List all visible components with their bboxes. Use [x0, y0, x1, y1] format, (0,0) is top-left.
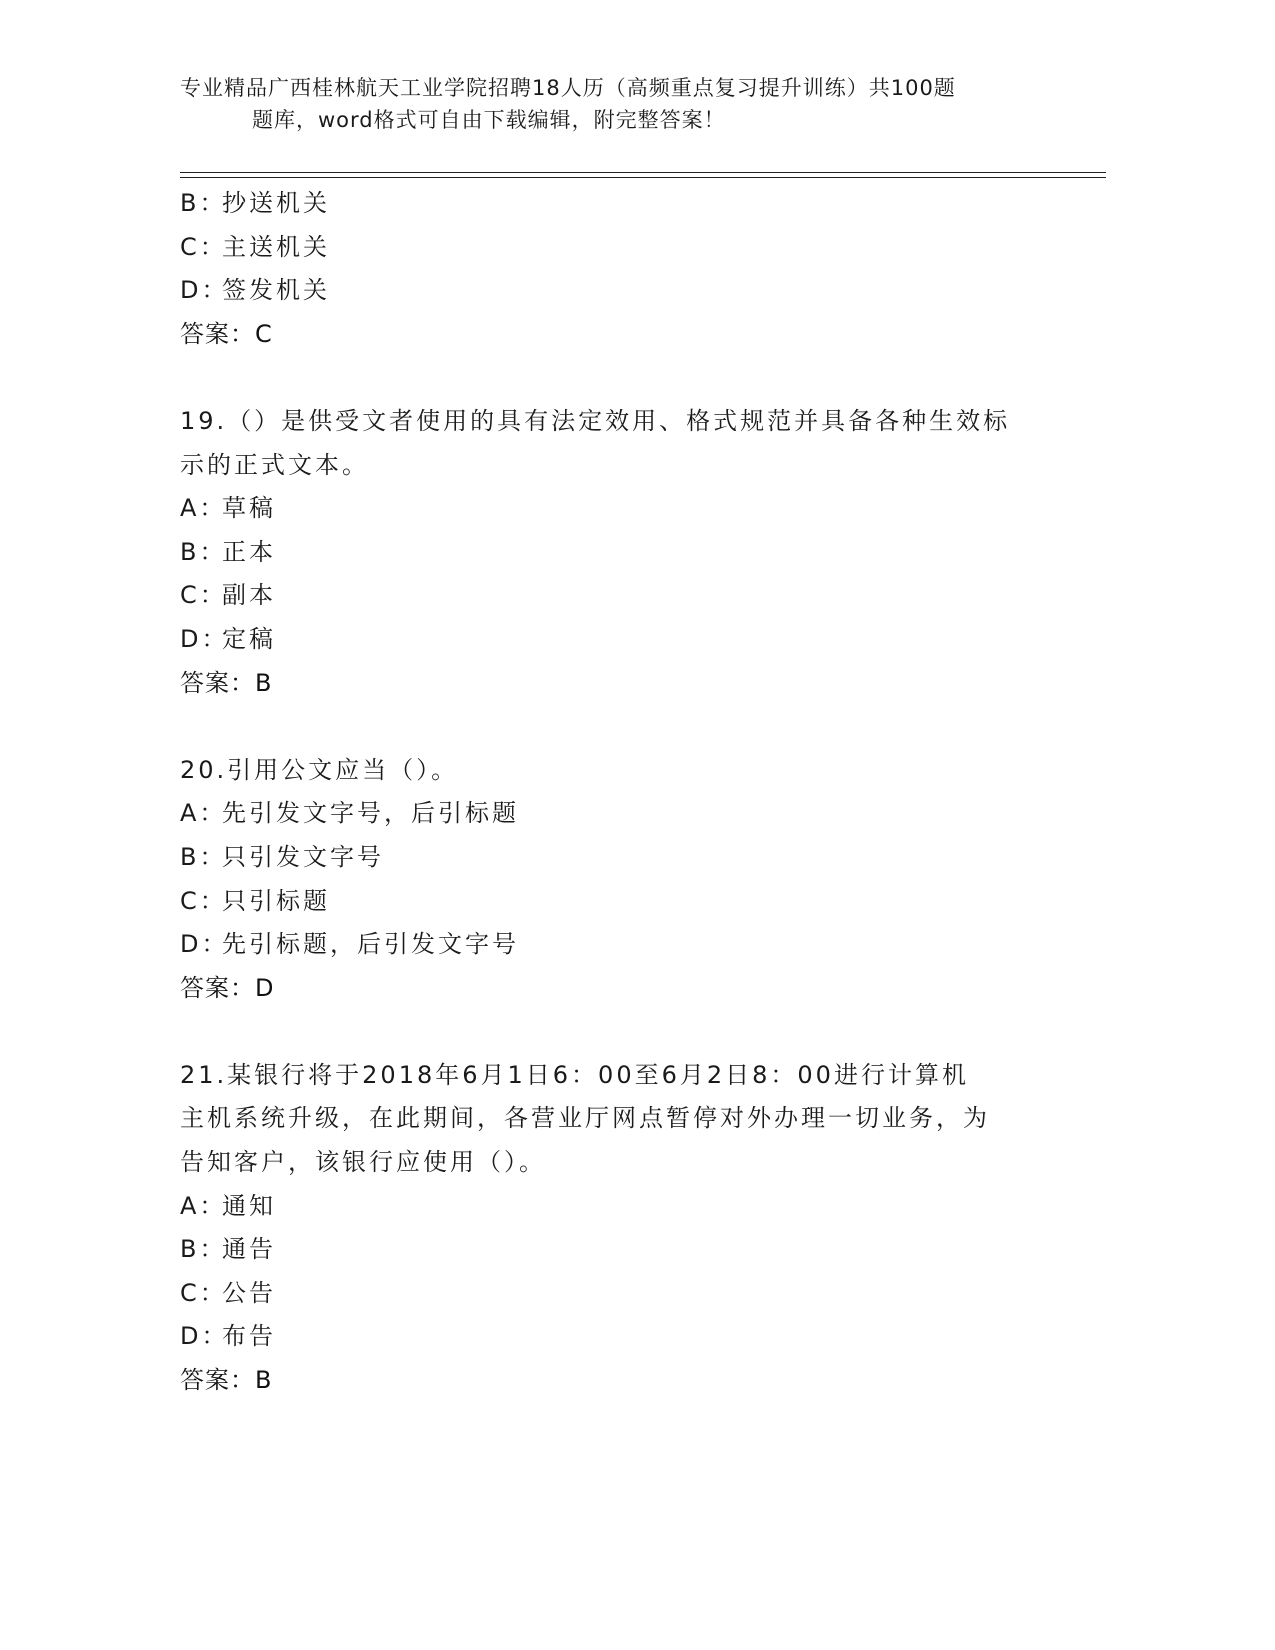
option-c: C：主送机关	[180, 232, 330, 261]
question-19-option-b: B：正本	[180, 537, 276, 566]
option-b: B：抄送机关	[180, 189, 330, 217]
question-19-option-d: D：定稿	[180, 624, 276, 653]
header-title-line-1: 专业精品广西桂林航天工业学院招聘18人历（高频重点复习提升训练）共100题	[180, 76, 956, 100]
question-21-line-3: 告知客户，该银行应使用（）。	[180, 1148, 546, 1177]
question-19-option-c: C：副本	[180, 581, 276, 610]
question-19-option-a: A：草稿	[180, 494, 276, 523]
question-19-line-2: 示的正式文本。	[180, 450, 369, 479]
spacer	[180, 705, 1060, 749]
spacer	[180, 356, 1060, 400]
question-20-option-b: B：只引发文字号	[180, 842, 384, 871]
question-20-option-a: A：先引发文字号，后引标题	[180, 799, 519, 828]
answer-20: 答案：D	[180, 973, 275, 1002]
question-20-option-d: D：先引标题，后引发文字号	[180, 930, 519, 959]
question-19-line-1: 19.（）是供受文者使用的具有法定效用、格式规范并具备各种生效标	[180, 406, 1011, 435]
answer-18: 答案：C	[180, 319, 273, 348]
question-21-line-1: 21.某银行将于2018年6月1日6：00至6月2日8：00进行计算机	[180, 1060, 969, 1089]
option-d: D：签发机关	[180, 276, 330, 305]
question-21-option-c: C：公告	[180, 1278, 276, 1307]
question-20-line-1: 20.引用公文应当（）。	[180, 755, 459, 784]
spacer	[180, 1010, 1060, 1054]
question-content	[180, 182, 1060, 1403]
question-21-option-d: D：布告	[180, 1322, 276, 1351]
question-21-option-a: A：通知	[180, 1191, 276, 1220]
question-21-line-2: 主机系统升级，在此期间，各营业厅网点暂停对外办理一切业务，为	[180, 1104, 990, 1133]
header-divider-top	[180, 172, 1106, 173]
header-title-line-2: 题库，word格式可自由下载编辑，附完整答案！	[252, 108, 726, 132]
question-20-option-c: C：只引标题	[180, 886, 330, 915]
header-divider-bottom	[180, 177, 1106, 178]
document-header	[180, 72, 1060, 136]
question-21-option-b: B：通告	[180, 1235, 276, 1264]
answer-19: 答案：B	[180, 668, 273, 697]
answer-21: 答案：B	[180, 1366, 273, 1395]
